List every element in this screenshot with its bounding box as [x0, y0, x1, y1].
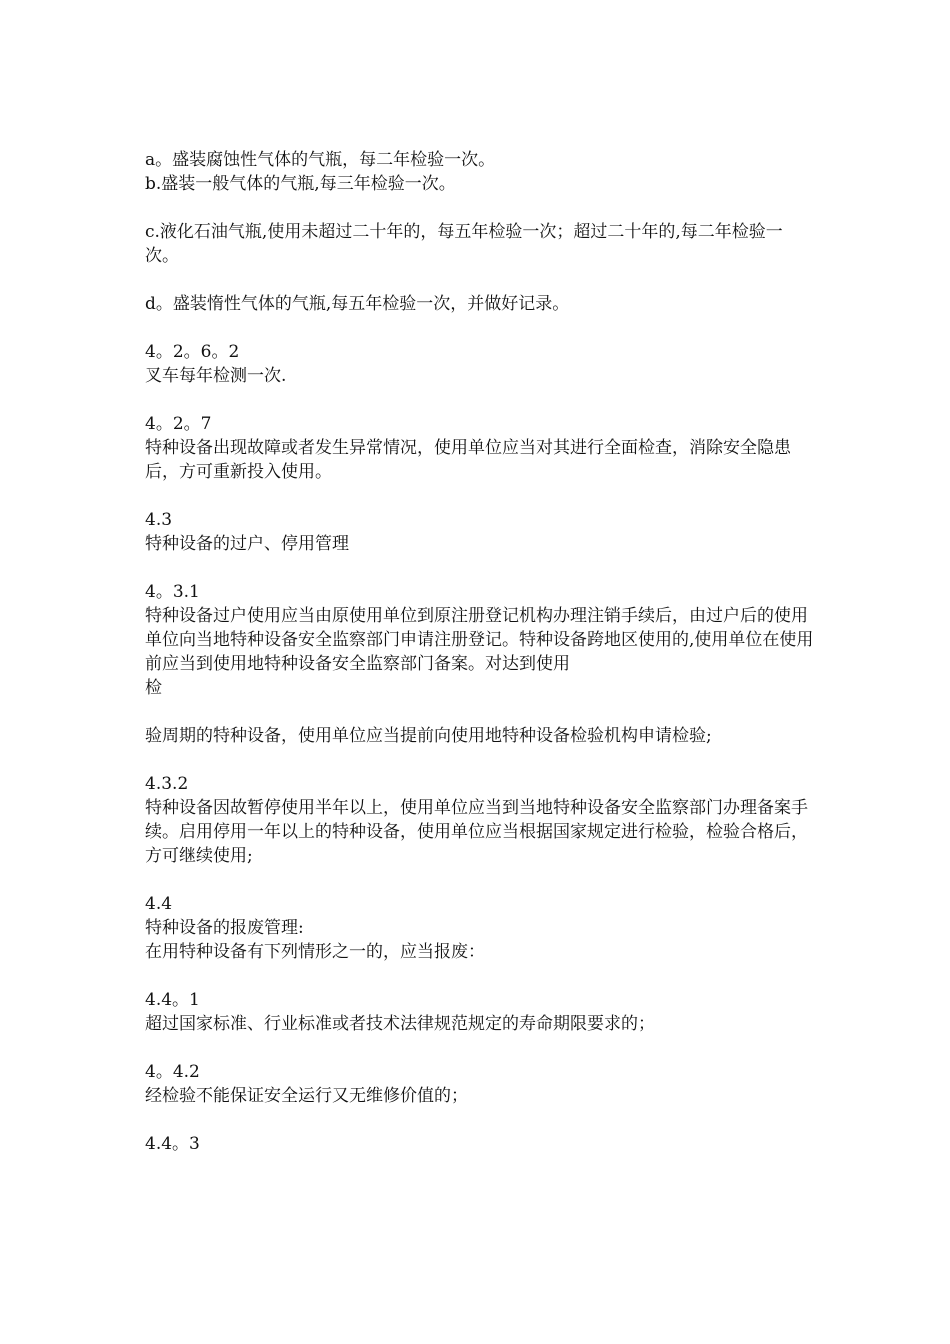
section-text: 经检验不能保证安全运行又无维修价值的；: [145, 1086, 468, 1106]
section-4262: [145, 340, 815, 388]
section-441: [145, 988, 815, 1036]
cylinder-inspection-list: [145, 148, 815, 196]
section-431-continued: [145, 724, 815, 748]
section-443: [145, 1132, 815, 1156]
section-number: 4.4。3: [145, 1134, 200, 1154]
section-text: 在用特种设备有下列情形之一的，应当报废：: [145, 942, 485, 962]
section-text: 叉车每年检测一次.: [145, 366, 287, 386]
section-number: 4.4: [145, 894, 173, 914]
section-heading: 特种设备的报废管理:: [145, 918, 304, 938]
section-number: 4。3.1: [145, 582, 200, 602]
section-number: 4。2。6。2: [145, 342, 240, 362]
section-number: 4.4。1: [145, 990, 200, 1010]
section-text-continued: 验周期的特种设备，使用单位应当提前向使用地特种设备检验机构申请检验;: [145, 726, 712, 746]
section-431: [145, 580, 815, 700]
section-number: 4.3: [145, 510, 173, 530]
list-item-c-block: [145, 220, 815, 268]
list-item-d: d。盛装惰性气体的气瓶,每五年检验一次，并做好记录。: [145, 294, 570, 314]
section-43: [145, 508, 815, 556]
section-text-fragment: 检: [145, 678, 162, 698]
list-item-b: b.盛装一般气体的气瓶,每三年检验一次。: [145, 174, 456, 194]
list-item-a: a。盛装腐蚀性气体的气瓶，每二年检验一次。: [145, 150, 496, 170]
section-heading: 特种设备的过户、停用管理: [145, 534, 349, 554]
section-text: 特种设备出现故障或者发生异常情况，使用单位应当对其进行全面检查，消除安全隐患后，方可重新投入使用。: [145, 438, 791, 482]
section-number: 4。4.2: [145, 1062, 200, 1082]
section-44: [145, 892, 815, 964]
section-427: [145, 412, 815, 484]
section-text: 超过国家标准、行业标准或者技术法律规范规定的寿命期限要求的；: [145, 1014, 655, 1034]
section-text: 特种设备因故暂停使用半年以上，使用单位应当到当地特种设备安全监察部门办理备案手续。启用停用一年以上的特种设备，使用单位应当根据国家规定进行检验，检验合格后，方可继续使用;: [145, 798, 808, 866]
section-text: 特种设备过户使用应当由原使用单位到原注册登记机构办理注销手续后，由过户后的使用单位向当地特种设备安全监察部门申请注册登记。特种设备跨地区使用的,使用单位在使用前应当到使用地特种设备安全监察部门备案。对达到使用: [145, 606, 814, 674]
section-number: 4。2。7: [145, 414, 212, 434]
section-432: [145, 772, 815, 868]
section-number: 4.3.2: [145, 774, 189, 794]
section-442: [145, 1060, 815, 1108]
list-item-d-block: [145, 292, 815, 316]
document-page: [145, 148, 815, 1180]
list-item-c: c.液化石油气瓶,使用未超过二十年的，每五年检验一次；超过二十年的,每二年检验一次。: [145, 222, 783, 266]
